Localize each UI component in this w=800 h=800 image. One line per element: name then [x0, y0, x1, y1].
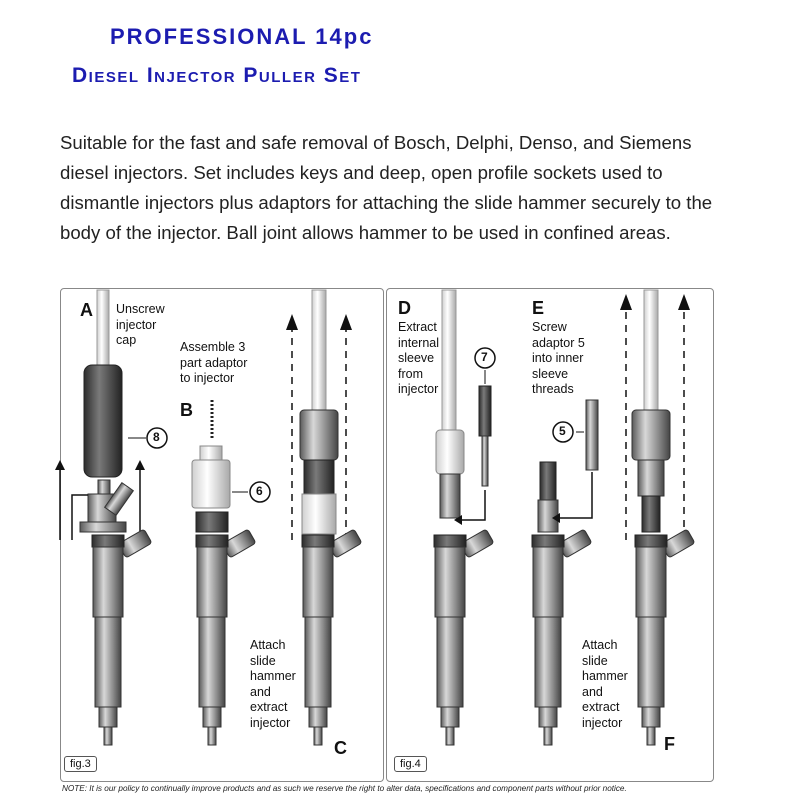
- product-description: Suitable for the fast and safe removal of Bosch, Delphi, Denso, and Siemens diesel injectors. Set includes keys and deep, open profile sockets used to dismantle injectors plus adaptors for attaching the slide hammer securely to the body of the injector. Ball joint allows hammer to be used in confined areas.: [60, 132, 713, 243]
- callout-7: 7: [481, 350, 488, 364]
- step-letter-e: E: [532, 298, 545, 318]
- step-a-illustration: [55, 290, 167, 745]
- step-letter-a: A: [80, 300, 93, 320]
- step-a-text: Unscrew injector cap: [116, 302, 165, 347]
- fig4-label: fig.4: [394, 756, 427, 772]
- step-d-text: Extract internal sleeve from injector: [398, 320, 439, 396]
- title-line-1: PROFESSIONAL 14pc: [110, 24, 374, 49]
- policy-note: NOTE: It is our policy to continually improve products and as such we reserve the right to alter data, specifications and component parts without prior notice.: [62, 784, 627, 793]
- step-c-text: Attach slide hammer and extract injector: [250, 638, 296, 730]
- step-letter-d: D: [398, 298, 411, 318]
- callout-5: 5: [559, 424, 566, 438]
- step-f-text: Attach slide hammer and extract injector: [582, 638, 628, 730]
- callout-8: 8: [153, 430, 160, 444]
- step-letter-b: B: [180, 400, 193, 420]
- step-e-text: Screw adaptor 5 into inner sleeve threads: [532, 320, 585, 396]
- callout-6: 6: [256, 484, 263, 498]
- step-letter-c: C: [334, 738, 347, 758]
- step-b-text: Assemble 3 part adaptor to injector: [180, 340, 248, 385]
- title-line-2: Diesel Injector Puller Set: [72, 64, 362, 87]
- step-letter-f: F: [664, 734, 675, 754]
- fig3-label: fig.3: [64, 756, 97, 772]
